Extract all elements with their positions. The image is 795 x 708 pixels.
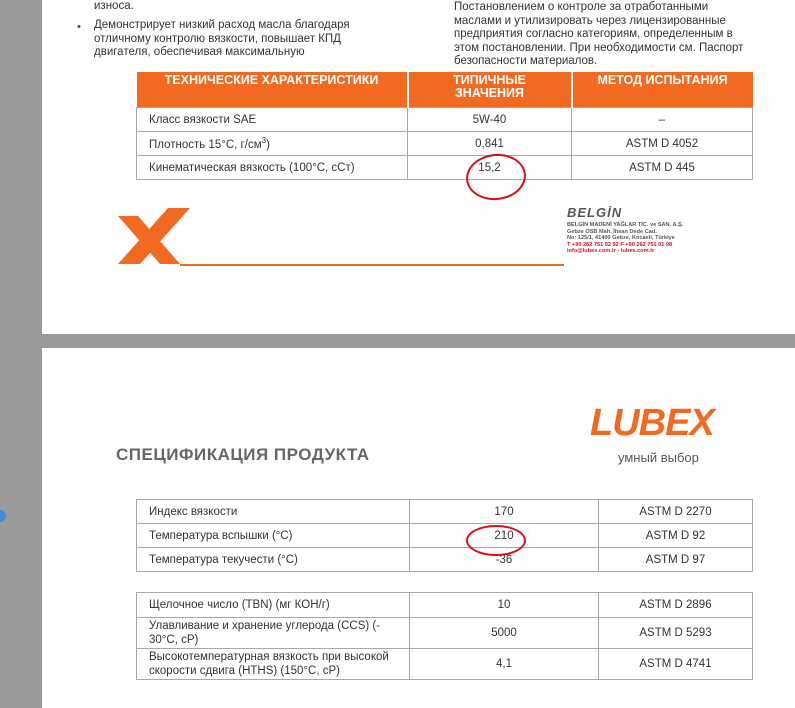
row-method: ASTM D 97: [599, 548, 753, 572]
row-value: 10: [410, 593, 599, 618]
spec-table-b: [136, 592, 753, 680]
belgin-logo: BELGİN: [567, 205, 623, 220]
left-column-fragment: износа.: [94, 0, 134, 12]
row-name: Класс вязкости SAE: [137, 108, 408, 132]
table-row: [137, 500, 753, 524]
row-method: ASTM D 92: [599, 524, 753, 548]
company-address: BELGİN MADENİ YAĞLAR TİC. ve SAN. A.Ş. Gebze OSB Mah. İhsan Dede Cad. No: 125/1, 41400 Gebze, Kocaeli, Türkiye T +90 262 751 02 92 F +90 262 751 01 98 info@lubex.com.tr - lubex.com.tr: [567, 222, 684, 255]
table-row: [137, 108, 753, 132]
row-name: Плотность 15°C, $г/см^3$): [137, 132, 408, 156]
left-column-bullet-text: Демонстрирует низкий расход масла благодаря отличному контролю вязкости, повышает КПД двигателя, обеспечивая максимальную: [94, 19, 350, 58]
tech-specs-header: [137, 72, 753, 108]
row-name: Высокотемпературная вязкость при высокой скорости сдвига (HTHS) (150°C, cP): [137, 649, 410, 680]
bullet-icon: •: [77, 21, 81, 33]
header-test-method: МЕТОД ИСПЫТАНИЯ: [572, 72, 753, 108]
table-row: [137, 618, 753, 649]
row-method: ASTM D 4741: [599, 649, 753, 680]
row-value: 170: [410, 500, 599, 524]
row-name: Индекс вязкости: [137, 500, 410, 524]
row-name: Улавливание и хранение углерода (CCS) (- 30°C, cP): [137, 618, 410, 649]
row-value: 210: [410, 524, 599, 548]
row-name: Кинематическая вязкость (100°C, сСт): [137, 156, 408, 180]
red-annotation-circle: [466, 525, 526, 556]
row-name: Щелочное число (TBN) (мг КОН/г): [137, 593, 410, 618]
row-value: 4,1: [410, 649, 599, 680]
table-row: [137, 593, 753, 618]
row-name: Температура вспышки (°C): [137, 524, 410, 548]
table-row: [137, 548, 753, 572]
viewer-edge-marker: [0, 510, 6, 522]
right-column-text: Постановлением о контроле за отработанными маслами и утилизировать через лицензированные предприятия согласно категориям, определенным в этом постановлении. При необходимости см. Паспорт безопасности материалов.: [454, 1, 744, 67]
spec-table-a: [136, 499, 753, 572]
row-method: ASTM D 5293: [599, 618, 753, 649]
brand-slogan: умный выбор: [618, 450, 699, 465]
row-value: 15,2: [408, 156, 572, 180]
row-method: ASTM D 445: [572, 156, 753, 180]
table-row: [137, 649, 753, 680]
row-method: ASTM D 2270: [599, 500, 753, 524]
row-method: ASTM D 4052: [572, 132, 753, 156]
product-spec-title: СПЕЦИФИКАЦИЯ ПРОДУКТА: [116, 445, 370, 464]
tech-specs-table: [136, 72, 753, 180]
row-value: 0,841: [408, 132, 572, 156]
row-value: 5000: [410, 618, 599, 649]
header-typical-values: ТИПИЧНЫЕ ЗНАЧЕНИЯ: [408, 72, 572, 108]
row-method: ASTM D 2896: [599, 593, 753, 618]
row-name: Температура текучести (°C): [137, 548, 410, 572]
x-brand-logo: [116, 206, 194, 268]
table-row: [137, 524, 753, 548]
row-value: -36: [410, 548, 599, 572]
row-method: –: [572, 108, 753, 132]
table-row: [137, 156, 753, 180]
table-row: [137, 132, 753, 156]
row-value: 5W-40: [408, 108, 572, 132]
footer-divider-line: [180, 264, 564, 266]
lubex-logo: LUBEX: [590, 402, 714, 444]
header-characteristics: ТЕХНИЧЕСКИЕ ХАРАКТЕРИСТИКИ: [137, 72, 408, 108]
